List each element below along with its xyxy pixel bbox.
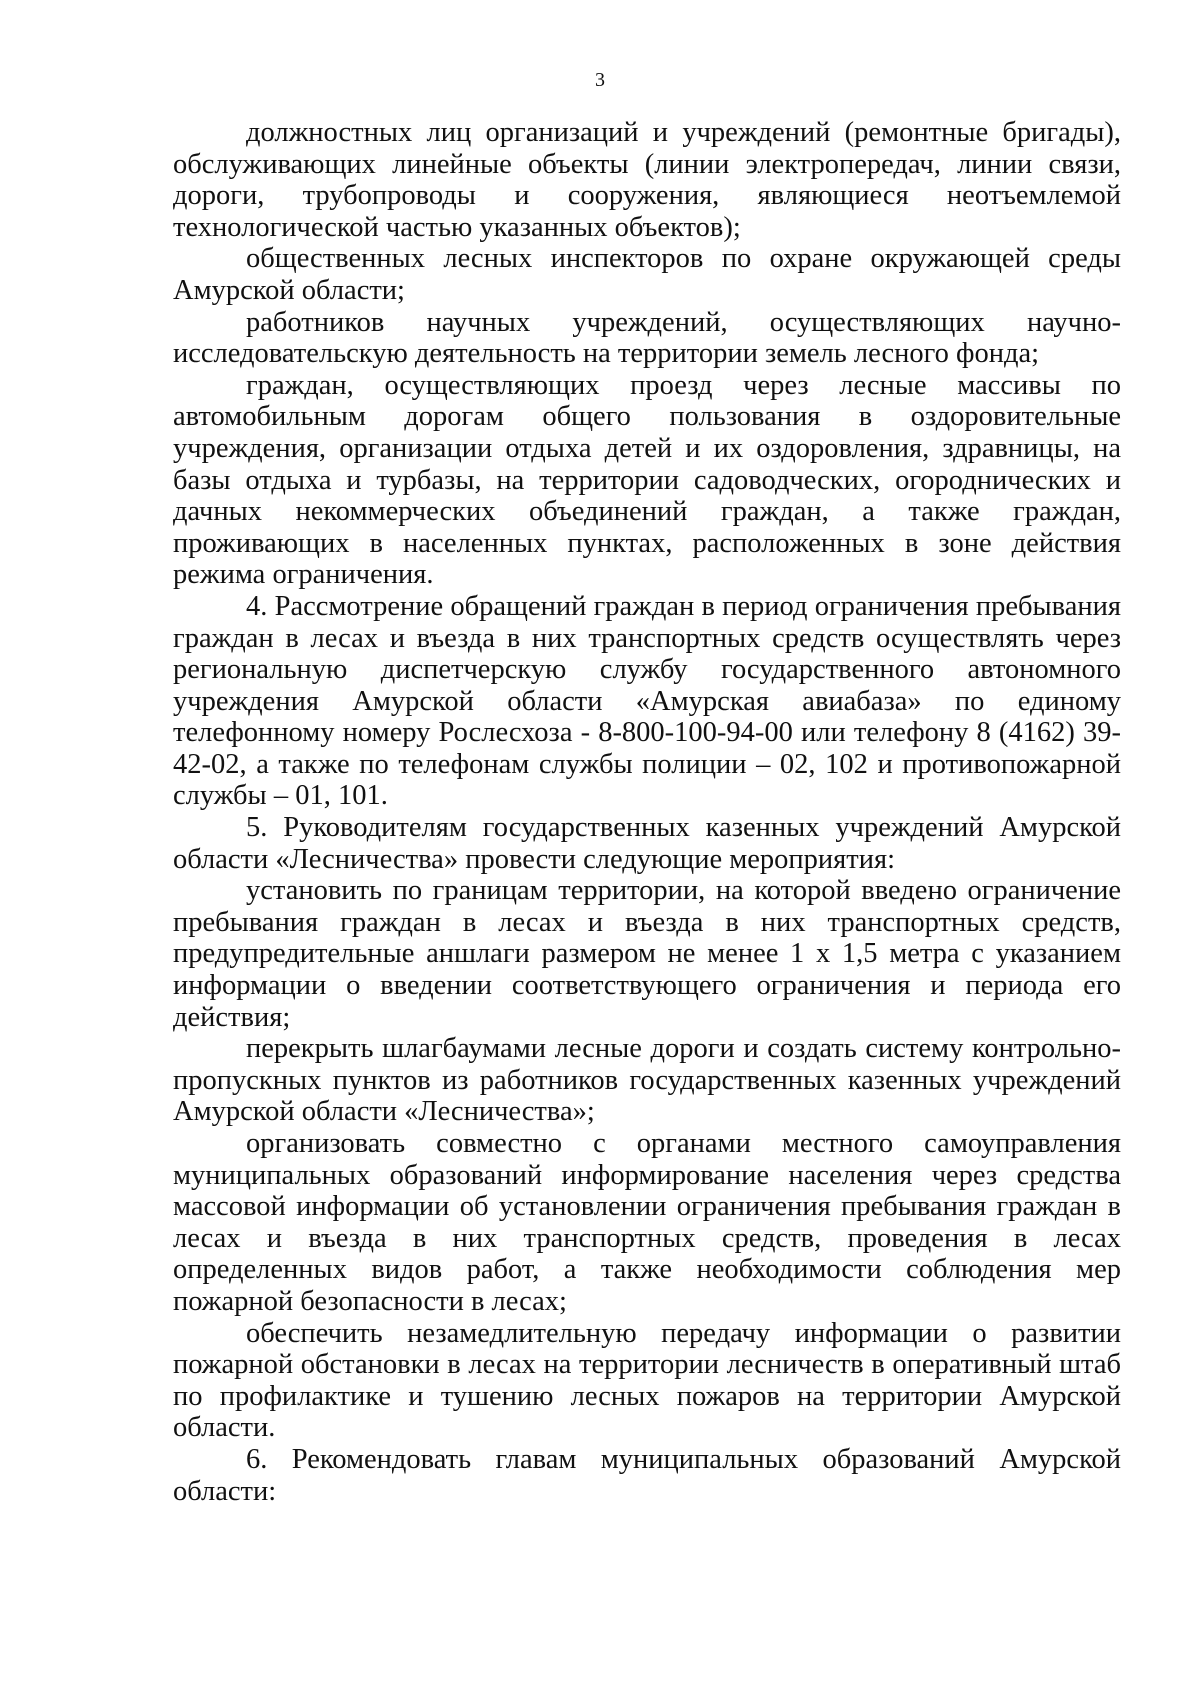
paragraph-officials: должностных лиц организаций и учреждений (ремонтные бригады), обслуживающих линейные объекты (линии электропередач, линии связи, дороги, трубопроводы и сооружения, являющиеся неотъемлемой технологической частью указанных объектов);: [173, 117, 1121, 243]
paragraph-forest-inspectors: общественных лесных инспекторов по охране окружающей среды Амурской области;: [173, 243, 1121, 306]
paragraph-barriers: перекрыть шлагбаумами лесные дороги и создать систему контрольно-пропускных пунктов из работников государственных казенных учреждений Амурской области «Лесничества»;: [173, 1033, 1121, 1128]
paragraph-item-5: 5. Руководителям государственных казенных учреждений Амурской области «Лесничества» провести следующие мероприятия:: [173, 812, 1121, 875]
paragraph-fire-reporting: обеспечить незамедлительную передачу информации о развитии пожарной обстановки в лесах на территории лесничеств в оперативный штаб по профилактике и тушению лесных пожаров на территории Амурской области.: [173, 1317, 1121, 1444]
paragraph-research-staff: работников научных учреждений, осуществляющих научно-исследовательскую деятельность на территории земель лесного фонда;: [173, 306, 1121, 370]
document-body: [173, 117, 1121, 1507]
page-number: 3: [595, 69, 605, 91]
paragraph-item-6: 6. Рекомендовать главам муниципальных образований Амурской области:: [173, 1443, 1121, 1507]
paragraph-inform-population: организовать совместно с органами местного самоуправления муниципальных образований информирование населения через средства массовой информации об установлении ограничения пребывания граждан в лесах и въезда в них транспортных средств, проведения в лесах определенных видов работ, а также необходимости соблюдения мер пожарной безопасности в лесах;: [173, 1128, 1121, 1317]
paragraph-citizens-transit: граждан, осуществляющих проезд через лесные массивы по автомобильным дорогам общего пользования в оздоровительные учреждения, организации отдыха детей и их оздоровления, здравницы, на базы отдыха и турбазы, на территории садоводческих, огороднических и дачных некоммерческих объединений граждан, а также граждан, проживающих в населенных пунктах, расположенных в зоне действия режима ограничения.: [173, 369, 1121, 591]
paragraph-item-4: 4. Рассмотрение обращений граждан в период ограничения пребывания граждан в лесах и въезда в них транспортных средств осуществлять через региональную диспетчерскую службу государственного автономного учреждения Амурской области «Амурская авиабаза» по единому телефонному номеру Рослесхоза - 8-800-100-94-00 или телефону 8 (4162) 39-42-02, а также по телефонам службы полиции – 02, 102 и противопожарной службы – 01, 101.: [173, 590, 1121, 812]
paragraph-signs: установить по границам территории, на которой введено ограничение пребывания граждан в лесах и въезда в них транспортных средств, предупредительные аншлаги размером не менее 1 х 1,5 метра с указанием информации о введении соответствующего ограничения и периода его действия;: [173, 875, 1121, 1033]
